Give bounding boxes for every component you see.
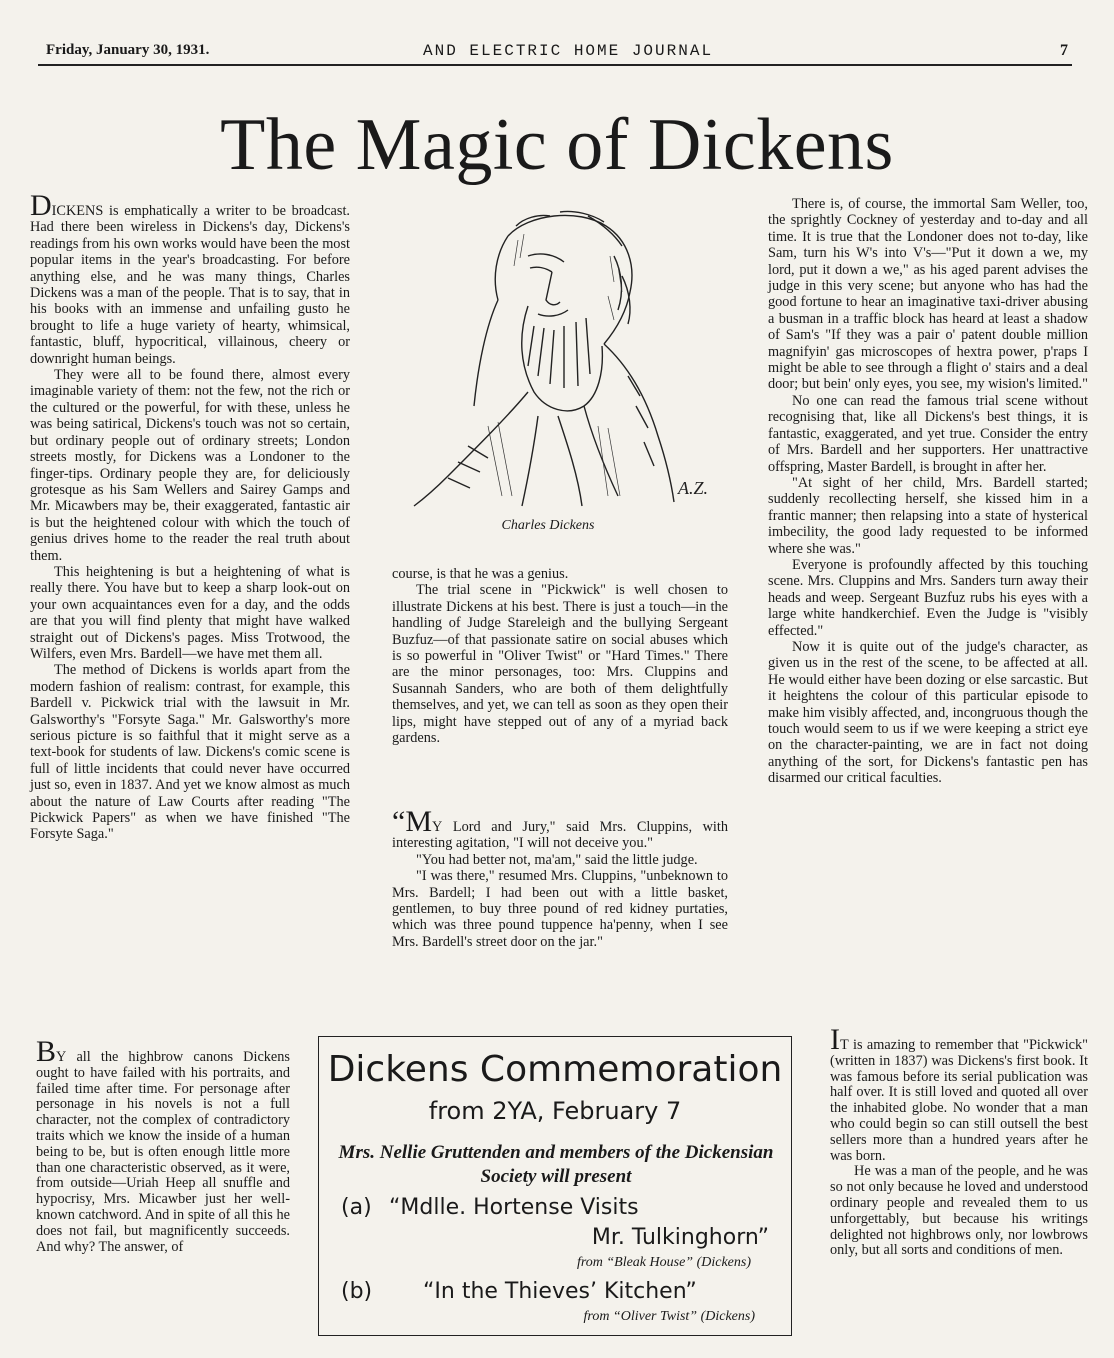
header-date: Friday, January 30, 1931. <box>46 42 210 58</box>
header-journal: AND ELECTRIC HOME JOURNAL <box>423 42 714 60</box>
article-title: The Magic of Dickens <box>220 104 894 186</box>
paragraph <box>36 1035 290 1255</box>
paragraph-text: This heightening is but a heightening of what is really there. You have but to keep a sharp look-out on your own acquaintances even for a day, and the odds are that you will find plenty that might have walked straight out of Dickens's pages. Miss Trotwood, the Wilfers, even Mrs. Bardell—we have met them all. <box>30 563 350 662</box>
small-caps-lead: ICKENS <box>51 203 104 219</box>
announcement-subtitle: from 2YA, February 7 <box>428 1097 682 1125</box>
paragraph <box>30 564 350 662</box>
paragraph <box>768 639 1088 787</box>
paragraph <box>30 189 350 367</box>
drop-cap: I <box>830 1023 840 1056</box>
paragraph <box>768 393 1088 475</box>
item-b-source: from “Oliver Twist” (Dickens) <box>583 1309 755 1324</box>
paragraph <box>392 868 728 950</box>
paragraph-text: is amazing to remember that "Pickwick" (written in 1837) was Dickens's first book. It was famous before its serial publication was half over. It is still loved and quoted all over the inhabited globe. No wonder that a man who could begin so can still outsell the best sellers more than a hundred years after he was born. <box>830 1037 1088 1164</box>
paragraph-text: The trial scene in "Pickwick" is well chosen to illustrate Dickens at his best. There is just a touch—in the handling of Judge Stareleigh and the bullying Sergeant Buzfuz—of that passionate satire on social abuses which is so powerful in "Oliver Twist" or "Hard Times." There are the minor personages, too: Mrs. Cluppins and Susannah Sanders, who are both of them delightfully themselves, and yet, we can tell as soon as they open their lips, might have stepped out of any of a myriad back gardens. <box>392 582 728 747</box>
paragraph-text: all the highbrow canons Dickens ought to have failed with his portraits, and failed time after time. For personage after personage in his novels is not a full character, not the complex of contradictory traits which we know the inside of a human being to be, but is often enough little more than one characteristic observed, as it were, from outside—Uriah Heep all snuffle and hypocrisy, Mrs. Micawber just her well-known catchword. And in spite of all this he does not fail, but magnificently succeeds. And why? The answer, of <box>36 1049 290 1255</box>
paragraph <box>392 566 728 582</box>
announcement-title: Dickens Commemoration <box>327 1049 783 1090</box>
small-caps-lead: Y <box>432 819 443 835</box>
paragraph-text: Everyone is profoundly affected by this touching scene. Mrs. Cluppins and Mrs. Sanders turn away their heads and weep. Sergeant Buzfuz rubs his eyes with a large white handkerchief. Even the Judge is "visibly effected." <box>768 556 1088 639</box>
commemoration-announcement-box <box>318 1036 792 1336</box>
paragraph <box>392 852 728 868</box>
portrait-caption: Charles Dickens <box>501 518 595 533</box>
paragraph-text: is emphatically a writer to be broadcast. Had there been wireless in Dickens's day, Dickens's readings from his own works would have been the most popular items in the year's broadcasting. For before anything else, and he was many things, Charles Dickens was a man of the people. That is to say, that in his books with an immense and unfailing gusto he brought to life a huge variety of hearty, whimsical, fantastic, bluff, hypocritical, villainous, cheery or downright human beings. <box>30 203 350 367</box>
paragraph-text: The method of Dickens is worlds apart from the modern fashion of realism: contrast, for example, this Bardell v. Pickwick trial with the lawsuit in Mr. Galsworthy's "Forsyte Saga." Mr. Galsworthy's more serious picture is so faithful that it might serve as a text-book for students of law. Dickens's comic scene is full of little incidents that could never have occurred just so, even in 1837. And yet we know almost as much about the nature of Law Courts after reading "The Pickwick Papers" as when we have finished "The Forsyte Saga." <box>30 662 350 843</box>
article-column-3-bottom <box>830 1023 1088 1259</box>
svg-text:A.Z.: A.Z. <box>678 478 709 498</box>
article-column-3 <box>768 196 1088 787</box>
paragraph <box>30 662 350 842</box>
paragraph <box>768 196 1088 393</box>
paragraph <box>768 475 1088 557</box>
paragraph <box>30 367 350 564</box>
article-column-2-quote <box>392 805 728 950</box>
paragraph-text: There is, of course, the immortal Sam Weller, too, the sprightly Cockney of yesterday and to-day and all time. It is true that the Londoner does not to-day, like Sam, turn his W's into V's—"Put it down a we, my lord, put it down a we," as his aged parent advises the judge in this very scene; but anyone who has had the good fortune to hear an imaginative taxi-driver abusing a busman in a traffic block has heard at least a shadow of Sam's "If they was a pair o' patent double million magnifyin' gas microscopes of hextra power, p'raps I might be able to see through a flight o' stairs and a deal door; but bein' only eyes, you see, my wision's limited." <box>768 196 1088 393</box>
paragraph <box>392 805 728 852</box>
small-caps-lead: Y <box>56 1049 67 1065</box>
page-number: 7 <box>1060 42 1068 59</box>
page-header <box>38 40 1072 66</box>
drop-cap: B <box>36 1035 57 1068</box>
item-a-title-line2: Mr. Tulkinghorn” <box>591 1225 769 1250</box>
paragraph-text: "You had better not, ma'am," said the little judge. <box>416 851 698 868</box>
paragraph-text: "At sight of her child, Mrs. Bardell started; suddenly recollecting herself, she kissed him in a frantic manner; then relapsing into a state of hysterical imbecility, the good lady requested to be informed where she was." <box>768 474 1088 557</box>
paragraph <box>392 582 728 746</box>
paragraph-text: He was a man of the people, and he was so not only because he loved and understood ordinary people and revealed them to us unforgettably, but because his writings delighted not highbrows only, nor lowbrows only, but all sorts and conditions of men. <box>830 1163 1088 1259</box>
drop-cap: D <box>30 189 52 222</box>
item-a-marker: (a) <box>341 1195 372 1220</box>
drop-cap: “M <box>392 805 432 838</box>
item-b-title: “In the Thieves’ Kitchen” <box>423 1279 697 1304</box>
article-column-1 <box>30 189 350 843</box>
announcement-intro: Mrs. Nellie Gruttenden and members of the Dickensian Society will present <box>338 1142 774 1187</box>
paragraph-text: "I was there," resumed Mrs. Cluppins, "unbeknown to Mrs. Bardell; I had been out with a little basket, gentlemen, to buy three pound of red kidney purtaties, which was three pound tuppence ha'penny, when I see Mrs. Bardell's street door on the jar." <box>392 868 728 950</box>
item-b-marker: (b) <box>341 1279 373 1304</box>
paragraph <box>830 1164 1088 1259</box>
paragraph-text: Lord and Jury," said Mrs. Cluppins, with interesting agitation, "I will not deceive you." <box>392 819 728 852</box>
dickens-portrait-image <box>378 196 718 508</box>
paragraph-text: Now it is quite out of the judge's character, as given us in the rest of the scene, to be affected at all. He would either have been dozing or else sarcastic. But it heightens the colour of this particular episode to make him visibly affected, and, incongruous though the touch would seem to us if we were keeping a strict eye on the character-painting, we are in fact not doing anything of the sort, for Dickens's fantastic pen has disarmed our critical faculties. <box>768 638 1088 787</box>
article-column-2-top <box>392 566 728 746</box>
small-caps-lead: T <box>840 1037 849 1053</box>
paragraph <box>768 557 1088 639</box>
item-a-title-line1: “Mdlle. Hortense Visits <box>389 1195 639 1220</box>
paragraph-text: course, is that he was a genius. <box>392 566 569 582</box>
article-column-1-bottom <box>36 1035 290 1255</box>
paragraph-text: No one can read the famous trial scene without recognising that, like all Dickens's best things, it is fantastic, exaggerated, and yet true. Consider the entry of Mrs. Bardell and her supporters. Her unattractive offspring, Master Bardell, is brought in after her. <box>768 392 1088 475</box>
item-a-source: from “Bleak House” (Dickens) <box>576 1255 751 1270</box>
paragraph-text: They were all to be found there, almost every imaginable variety of them: not the few, not the rich or the cultured or the powerful, for with these, unless he was being satirical, Dickens's touch was not so certain, but ordinary people out of ordinary streets; London streets mostly, for Dickens was a Londoner to the finger-tips. Ordinary people they are, for deliciously grotesque as his Sam Wellers and Sairey Gamps and Mr. Micawbers may be, their exaggerated, fantastic air is but the heightened colour with which the touch of genius drives home to the reader the real truth about them. <box>30 367 350 564</box>
paragraph <box>830 1023 1088 1164</box>
